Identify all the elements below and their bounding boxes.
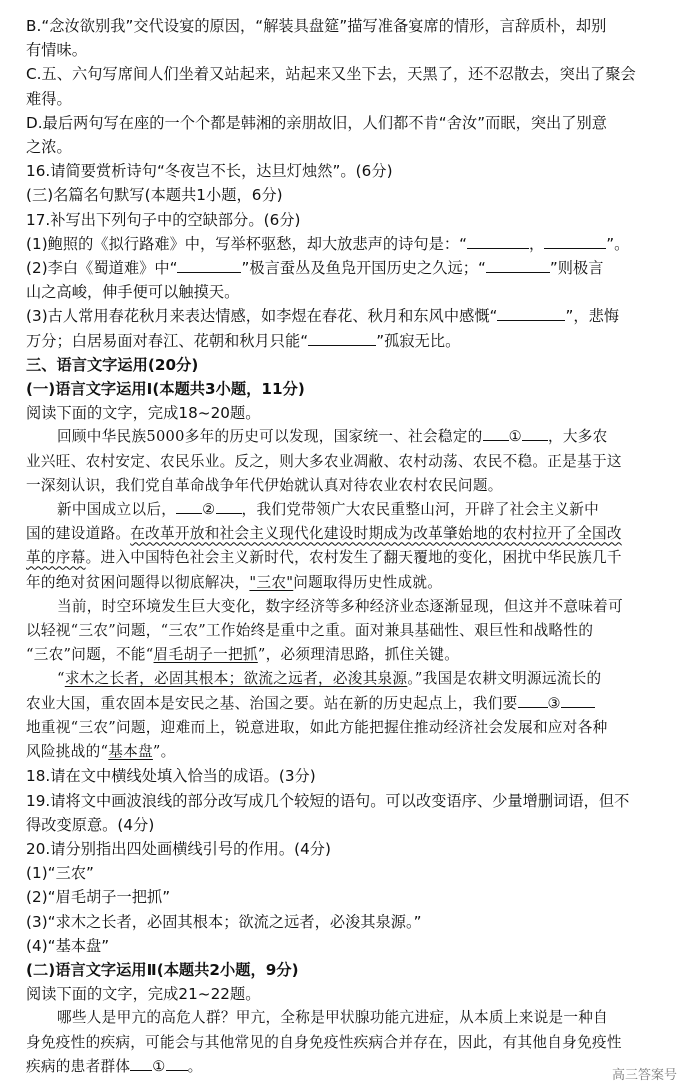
reading-instruction-1: 阅读下面的文字，完成18~20题。 <box>26 404 261 423</box>
underlined-quote: "三农" <box>249 573 294 591</box>
question-16: 16.请简要赏析诗句“冬夜岂不长，达旦灯烛然”。(6分) <box>26 162 393 181</box>
answer-blank <box>544 233 606 249</box>
answer-blank <box>522 425 548 441</box>
question-19-line1: 19.请将文中画波浪线的部分改写成几个较短的语句。可以改变语序、少量增删词语，但不 <box>26 791 630 810</box>
question-20-item-3: (3)“求木之长者，必固其根本；欲流之远者，必浚其泉源。” <box>26 912 422 931</box>
underlined-quote: 基本盘 <box>108 743 153 761</box>
passage-line: 年的绝对贫困问题得以彻底解决，"三农"问题取得历史性成就。 <box>26 573 443 591</box>
answer-blank <box>486 257 550 273</box>
passage-line: 业兴旺、农村安定、农民乐业。反之，则大多农业凋敝、农村动荡、农民不稳。正是基于这 <box>26 452 622 470</box>
option-d-line1: D.最后两句写在座的一个个都是韩湘的亲朋故旧，人们都不肯“舍汝”而眠，突出了别意 <box>26 113 608 132</box>
question-17-item-3: (3)古人常用春花秋月来表达情感，如李煜在春花、秋月和东风中感慨“ ”，悲悔 <box>26 307 620 326</box>
answer-blank <box>467 233 529 249</box>
answer-blank <box>130 1055 152 1071</box>
passage-line: “求木之长者，必固其根本；欲流之远者，必浚其泉源。”我国是农耕文明源远流长的 <box>57 670 602 688</box>
question-17-item-2: (2)李白《蜀道难》中“ ”极言蚕丛及鱼凫开国历史之久远；“ ”则极言 <box>26 259 604 278</box>
section-mingju-heading: (三)名篇名句默写(本题共1小题，6分) <box>26 186 283 205</box>
passage-line: 新中国成立以后， ② ，我们党带领广大农民重整山河，开辟了社会主义新中 <box>26 498 666 522</box>
answer-blank <box>483 425 509 441</box>
answer-blank <box>518 692 548 708</box>
question-17-item-2-cont: 山之高峻，伸手便可以触摸天。 <box>26 283 240 302</box>
answer-blank <box>216 498 242 514</box>
passage-line: 地重视“三农”问题，迎难而上，锐意进取，如此方能把握住推动经济社会发展和应对各种 <box>26 718 608 736</box>
watermark-logo: 高三答案号 <box>611 1068 677 1083</box>
answer-blank <box>177 257 241 273</box>
answer-blank <box>308 330 376 346</box>
passage-line: 风险挑战的“基本盘”。 <box>26 743 176 761</box>
question-17: 17.补写出下列句子中的空缺部分。(6分) <box>26 210 301 229</box>
passage-line: 农业大国，重农固本是安民之基、治国之要。站在新的历史起点上，我们要 ③ <box>26 692 666 716</box>
exam-page <box>26 14 666 1079</box>
question-20: 20.请分别指出四处画横线引号的作用。(4分) <box>26 839 332 858</box>
option-c-line1: C.五、六句写席间人们坐着又站起来，站起来又坐下去，天黑了，还不忍散去，突出了聚会 <box>26 65 636 84</box>
passage-line: 革的序幕。进入中国特色社会主义新时代，农村发生了翻天覆地的变化，困扰中华民族几千 <box>26 549 622 567</box>
wavy-underlined-text: 在改革开放和社会主义现代化建设时期成为改革肇始地的农村拉开了全国改 <box>130 525 622 543</box>
option-b-line2: 有情味。 <box>26 41 87 60</box>
wavy-underlined-text: 革的序幕 <box>26 549 86 567</box>
section-3-2-heading: (二)语言文字运用Ⅱ(本题共2小题，9分) <box>26 960 299 979</box>
answer-blank <box>561 692 595 708</box>
question-20-item-1: (1)“三农” <box>26 864 94 883</box>
passage-line: 一深刻认识，我们党自革命战争年代伊始就认真对待农业农村农民问题。 <box>26 476 503 494</box>
question-20-item-4: (4)“基本盘” <box>26 936 110 955</box>
passage-line: 哪些人是甲亢的高危人群？甲亢，全称是甲状腺功能亢进症，从本质上来说是一种自 <box>57 1009 609 1027</box>
passage-line: 以轻视“三农”问题，“三农”工作始终是重中之重。面对兼具基础性、艰巨性和战略性的 <box>26 622 594 640</box>
passage-line: “三农”问题，不能“眉毛胡子一把抓”，必须理清思路，抓住关键。 <box>26 646 460 664</box>
answer-blank <box>497 305 565 321</box>
passage-line: 回顾中华民族5000多年的历史可以发现，国家统一、社会稳定的 ① ，大多农 <box>26 425 666 449</box>
passage-line: 国的建设道路。在改革开放和社会主义现代化建设时期成为改革肇始地的农村拉开了全国改 <box>26 525 622 543</box>
question-17-item-1: (1)鲍照的《拟行路难》中，写举杯驱愁，却大放悲声的诗句是：“ ， ”。 <box>26 234 630 253</box>
passage-line: 疾病的患者群体 ① 。 <box>26 1055 666 1079</box>
underlined-quote: 眉毛胡子一把抓 <box>153 646 258 664</box>
answer-blank <box>176 498 202 514</box>
passage-line: 身免疫性的疾病，可能会与其他常见的自身免疫性疾病合并存在，因此，有其他自身免疫性 <box>26 1033 622 1051</box>
reading-instruction-2: 阅读下面的文字，完成21~22题。 <box>26 985 261 1004</box>
option-b-line1: B.“念汝欲别我”交代设宴的原因，“解装具盘筵”描写准备宴席的情形，言辞质朴，却别 <box>26 17 607 35</box>
question-18: 18.请在文中横线处填入恰当的成语。(3分) <box>26 767 316 786</box>
underlined-quote: 求木之长者，必固其根本；欲流之远者，必浚其泉源 <box>64 670 408 688</box>
section-3-heading: 三、语言文字运用(20分) <box>26 355 199 374</box>
option-c-line2: 难得。 <box>26 89 72 108</box>
passage-line: 当前，时空环境发生巨大变化，数字经济等多种经济业态逐渐显现，但这并不意味着可 <box>57 597 623 615</box>
section-3-1-heading: (一)语言文字运用Ⅰ(本题共3小题，11分) <box>26 380 305 399</box>
question-20-item-2: (2)“眉毛胡子一把抓” <box>26 888 171 907</box>
question-17-item-3-cont: 万分；白居易面对春江、花朝和秋月只能“ ”孤寂无比。 <box>26 331 461 350</box>
question-19-line2: 得改变原意。(4分) <box>26 815 155 834</box>
answer-blank <box>166 1055 188 1071</box>
option-d-line2: 之浓。 <box>26 138 72 157</box>
